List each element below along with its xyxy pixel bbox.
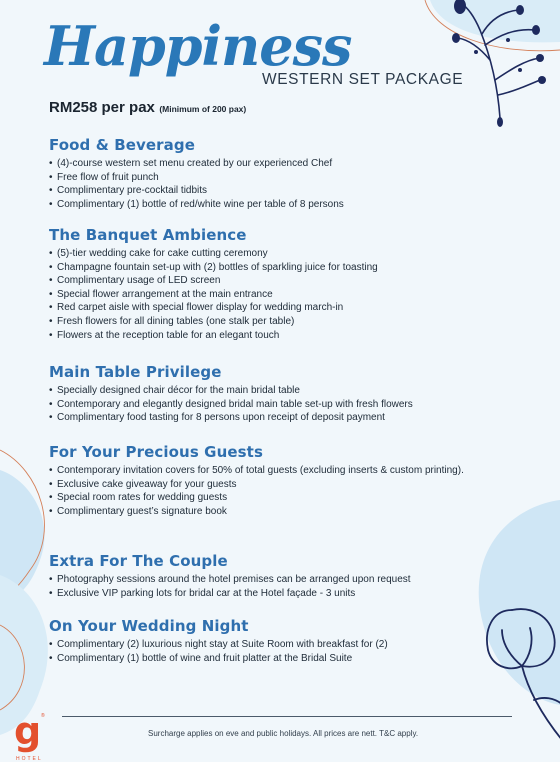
- logo-registered-mark: ®: [41, 713, 45, 719]
- section-heading: On Your Wedding Night: [49, 617, 249, 635]
- list-item: • Specially designed chair décor for the main bridal table: [49, 385, 300, 396]
- list-item: • Complimentary (1) bottle of red/white wine per table of 8 persons: [49, 198, 344, 210]
- section-wedding-night: [49, 617, 519, 665]
- list-item: • Photography sessions around the hotel premises can be arranged upon request: [49, 574, 411, 585]
- list-item: • Complimentary usage of LED screen: [49, 275, 221, 287]
- list-item: • Exclusive cake giveaway for your guests: [49, 478, 237, 490]
- list-item: • Special flower arrangement at the main entrance: [49, 288, 273, 300]
- section-list: [49, 157, 519, 211]
- price-line: [49, 99, 246, 117]
- list-item: • Exclusive VIP parking lots for bridal car at the Hotel façade - 3 units: [49, 587, 356, 599]
- page-title: Happiness: [44, 14, 352, 78]
- list-item: • Complimentary guest’s signature book: [49, 505, 227, 517]
- list-item: • Contemporary invitation covers for 50% of total guests (excluding inserts & custom printing).: [49, 465, 464, 476]
- list-item: • Flowers at the reception table for an elegant touch: [49, 329, 280, 341]
- list-item: • Complimentary (2) luxurious night stay at Suite Room with breakfast for (2): [49, 639, 388, 650]
- list-item: • Free flow of fruit punch: [49, 171, 159, 183]
- list-item: • Red carpet aisle with special flower display for wedding march-in: [49, 302, 344, 314]
- list-item: • Champagne fountain set-up with (2) bottles of sparkling juice for toasting: [49, 261, 378, 273]
- footer-divider: [62, 716, 512, 717]
- package-subtitle: WESTERN SET PACKAGE: [262, 71, 464, 88]
- hotel-logo: [14, 709, 45, 762]
- logo-text: HOTEL: [16, 756, 43, 762]
- section-list: [49, 638, 519, 665]
- section-heading: For Your Precious Guests: [49, 443, 263, 461]
- section-list: [49, 247, 519, 342]
- list-item: • (4)-course western set menu created by our experienced Chef: [49, 158, 333, 169]
- section-heading: Food & Beverage: [49, 136, 195, 154]
- section-heading: The Banquet Ambience: [49, 226, 247, 244]
- section-main-table: [49, 363, 519, 425]
- section-list: [49, 573, 519, 600]
- logo-letter: g: [14, 709, 42, 753]
- list-item: • Complimentary food tasting for 8 persons upon receipt of deposit payment: [49, 412, 385, 424]
- section-list: [49, 464, 519, 518]
- list-item: • Complimentary (1) bottle of wine and fruit platter at the Bridal Suite: [49, 652, 353, 664]
- section-food-beverage: [49, 136, 519, 211]
- price-note: (Minimum of 200 pax): [159, 104, 247, 114]
- price: RM258 per pax: [49, 99, 155, 116]
- list-item: • (5)-tier wedding cake for cake cutting ceremony: [49, 248, 268, 259]
- footer-note: Surcharge applies on eve and public holidays. All prices are nett. T&C apply.: [148, 729, 419, 738]
- section-precious-guests: [49, 443, 519, 518]
- list-item: • Fresh flowers for all dining tables (one stalk per table): [49, 315, 295, 327]
- list-item: • Complimentary pre-cocktail tidbits: [49, 185, 208, 197]
- section-list: [49, 384, 519, 425]
- section-banquet-ambience: [49, 226, 519, 342]
- section-heading: Extra For The Couple: [49, 552, 228, 570]
- list-item: • Contemporary and elegantly designed bridal main table set-up with fresh flowers: [49, 398, 413, 410]
- section-extra-couple: [49, 552, 519, 600]
- section-heading: Main Table Privilege: [49, 363, 222, 381]
- list-item: • Special room rates for wedding guests: [49, 492, 228, 504]
